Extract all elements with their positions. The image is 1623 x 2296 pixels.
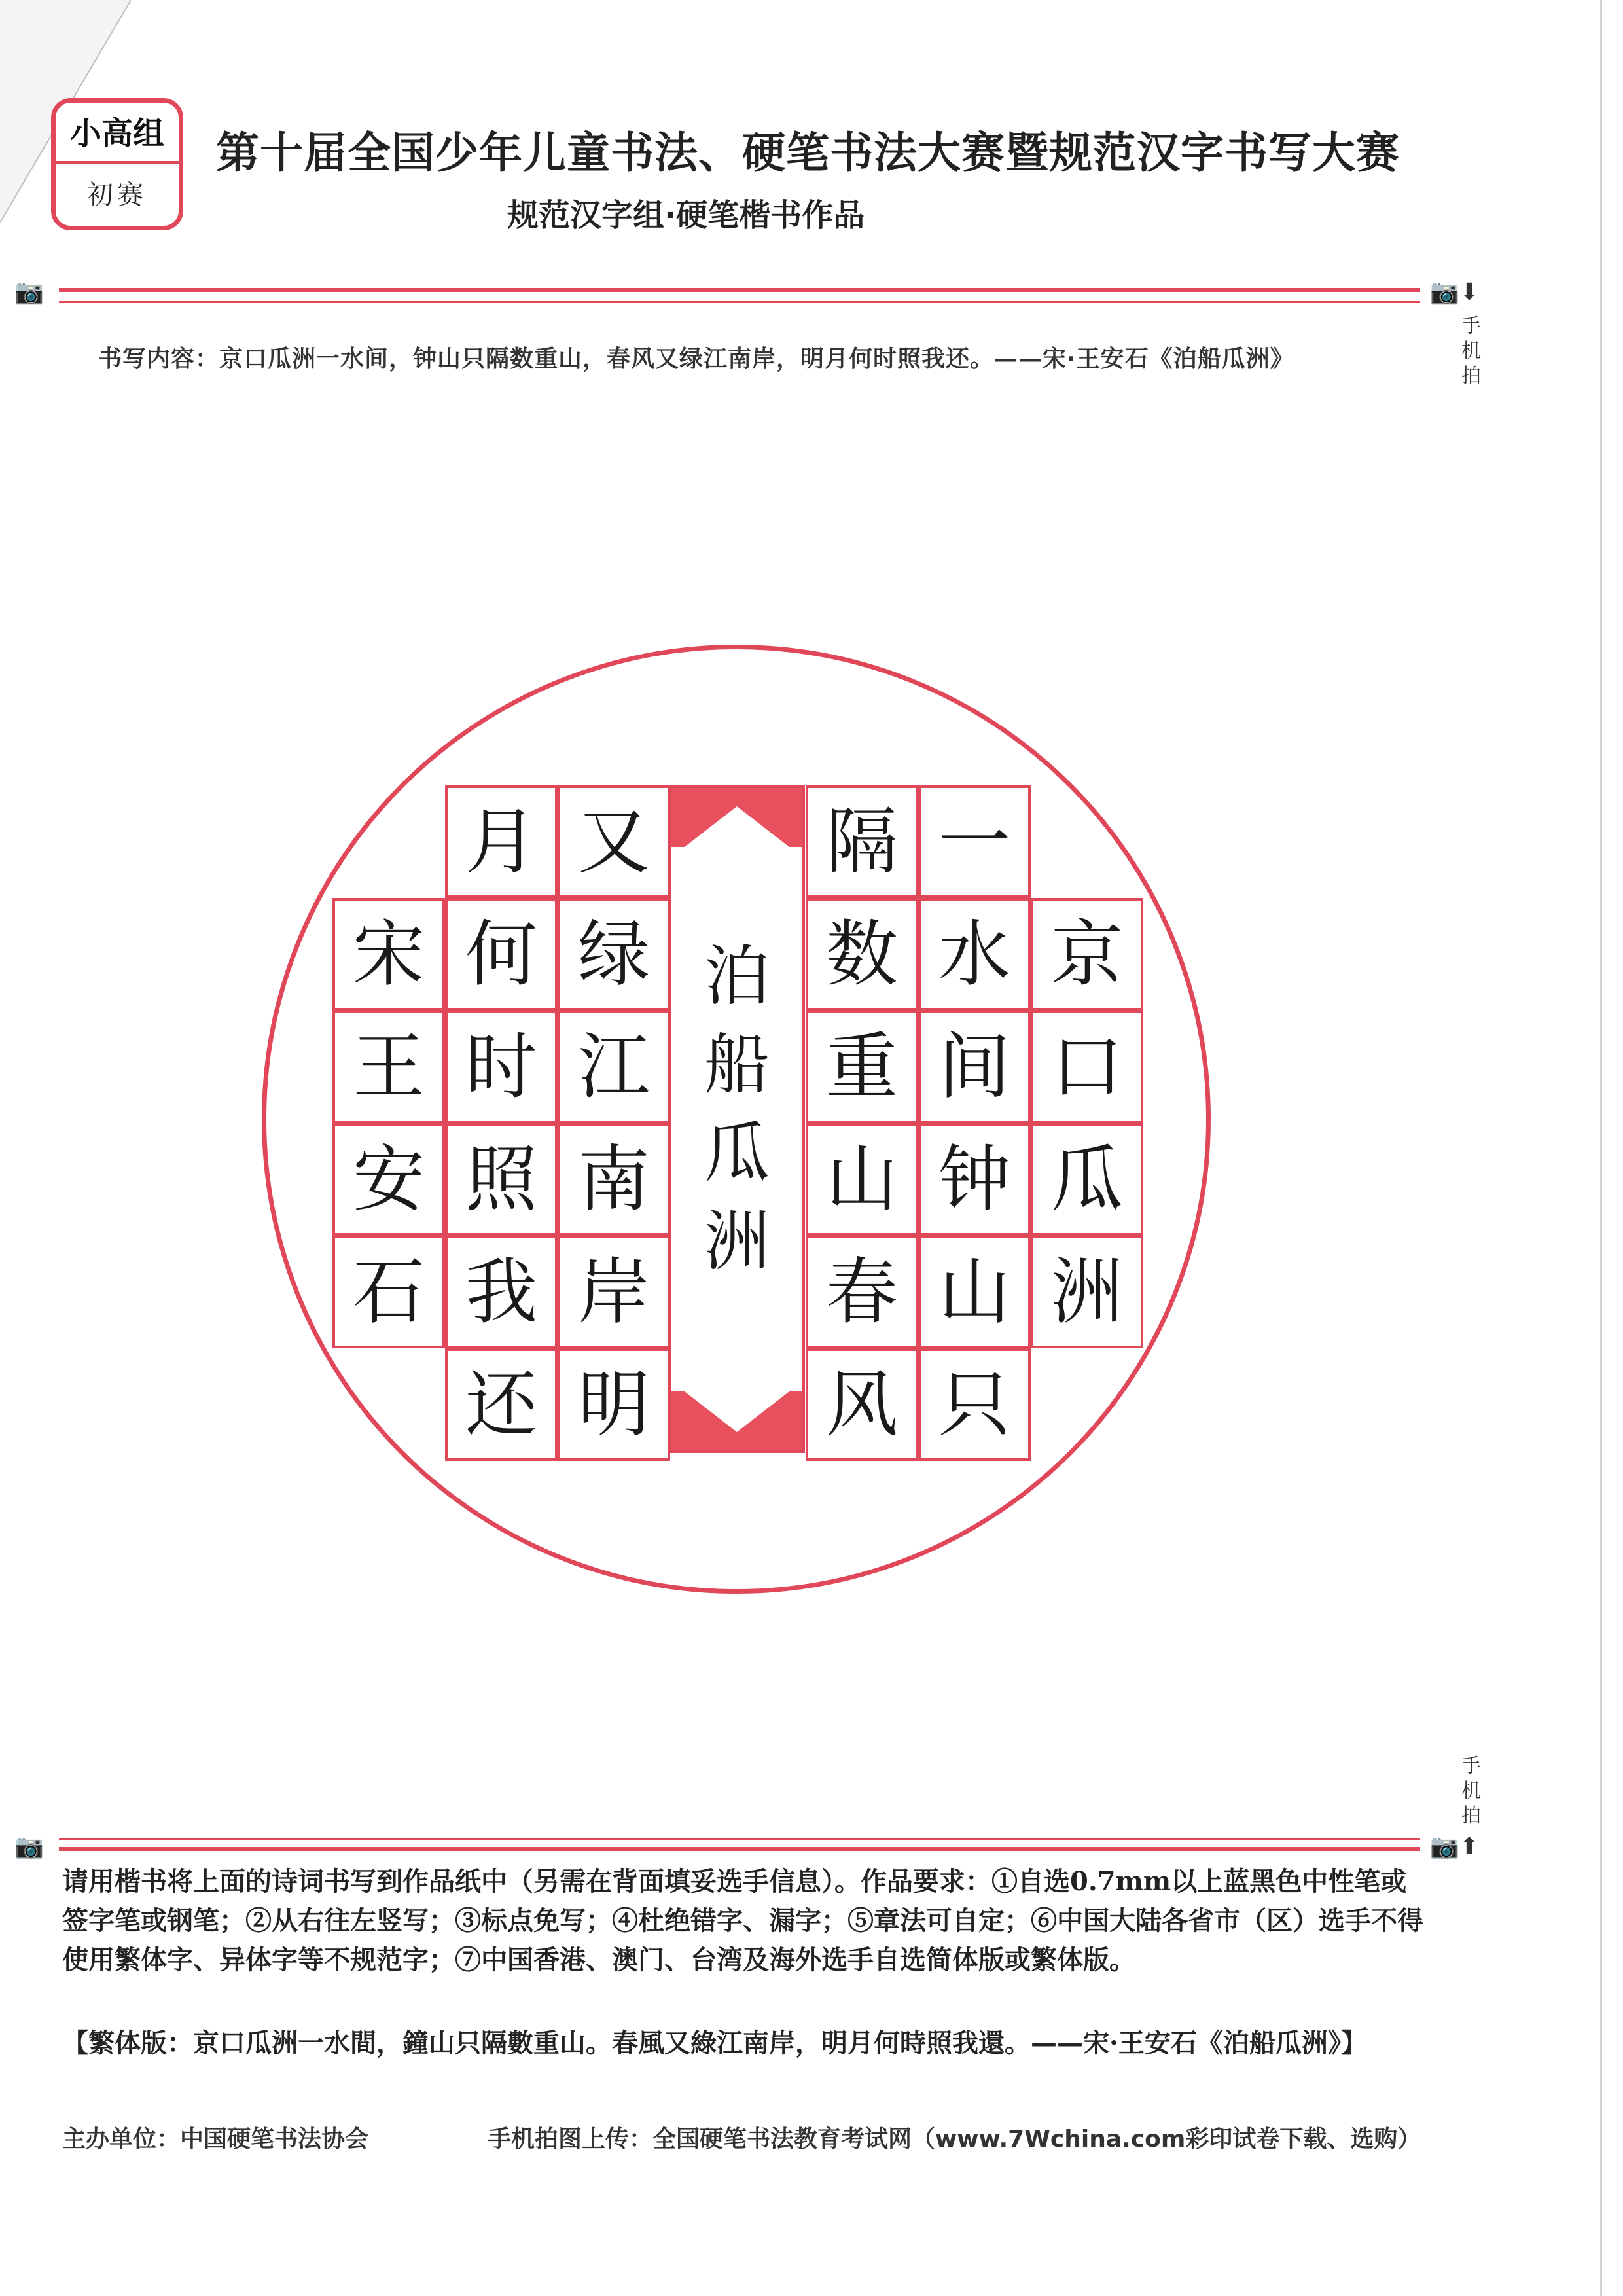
top-divider-thin [59, 301, 1420, 303]
organizer-text: 主办单位：中国硬笔书法协会 [62, 2126, 369, 2153]
camera-icon: 📷 [14, 1833, 44, 1860]
grid-cell: 风 [806, 1348, 918, 1461]
grid-cell: 数 [806, 898, 918, 1011]
badge-group-label: 小高组 [56, 103, 179, 164]
grid-cell: 岸 [558, 1236, 670, 1348]
badge-stage-label: 初赛 [87, 180, 147, 210]
grid-cell: 何 [445, 898, 558, 1011]
bottom-divider-thin [59, 1838, 1420, 1840]
traditional-version: 【繁体版：京口瓜洲一水間，鐘山只隔數重山。春風又綠江南岸，明月何時照我還。——宋·王安石《泊船瓜洲》】 [62, 2028, 1367, 2058]
title-char: 洲 [704, 1203, 770, 1280]
grid-cell: 还 [445, 1348, 558, 1461]
grid-cell: 南 [558, 1123, 670, 1236]
grid-cell: 春 [806, 1236, 918, 1348]
grid-cell: 钟 [918, 1123, 1031, 1236]
camera-icon: 📷⬆ [1430, 1833, 1479, 1860]
top-divider [59, 288, 1420, 292]
page-title: 第十届全国少年儿童书法、硬笔书法大赛暨规范汉字书写大赛 [216, 127, 1400, 178]
grid-cell: 瓜 [1031, 1123, 1143, 1236]
group-badge [51, 98, 183, 230]
camera-icon: 📷 [14, 279, 44, 306]
grid-cell: 京 [1031, 898, 1143, 1011]
strip-bottom-chevron [685, 1391, 789, 1437]
phone-photo-label: 手机拍 [1461, 315, 1481, 387]
grid-cell: 照 [445, 1123, 558, 1236]
grid-cell: 间 [918, 1011, 1031, 1123]
grid-cell: 洲 [1031, 1236, 1143, 1348]
grid-cell: 又 [558, 785, 670, 898]
grid-cell: 我 [445, 1236, 558, 1348]
grid-cell: 隔 [806, 785, 918, 898]
camera-icon: 📷⬇ [1430, 279, 1479, 306]
grid-cell: 水 [918, 898, 1031, 1011]
strip-bottom-band [671, 1391, 802, 1450]
title-char: 船 [704, 1026, 770, 1103]
bottom-divider [59, 1847, 1420, 1851]
grid-cell: 王 [332, 1011, 445, 1123]
grid-cell: 重 [806, 1011, 918, 1123]
page-edge [1600, 0, 1602, 2296]
poem-title-strip [669, 785, 805, 1453]
grid-cell: 一 [918, 785, 1031, 898]
title-char: 泊 [704, 938, 770, 1014]
grid-cell: 时 [445, 1011, 558, 1123]
grid-cell: 口 [1031, 1011, 1143, 1123]
grid-cell: 安 [332, 1123, 445, 1236]
grid-cell: 月 [445, 785, 558, 898]
grid-cell: 只 [918, 1348, 1031, 1461]
phone-photo-label: 手机拍 [1461, 1755, 1481, 1827]
grid-cell: 石 [332, 1236, 445, 1348]
grid-cell: 绿 [558, 898, 670, 1011]
page-subtitle: 规范汉字组·硬笔楷书作品 [507, 197, 865, 234]
strip-top-band [671, 788, 802, 847]
writing-content: 书写内容：京口瓜洲一水间，钟山只隔数重山，春风又绿江南岸，明月何时照我还。——宋·王安石《泊船瓜洲》 [98, 346, 1294, 372]
grid-cell: 山 [806, 1123, 918, 1236]
upload-text: 手机拍图上传：全国硬笔书法教育考试网（www.7Wchina.com彩印试卷下载、选购） [488, 2126, 1421, 2153]
grid-cell: 明 [558, 1348, 670, 1461]
instructions-text: 请用楷书将上面的诗词书写到作品纸中（另需在背面填妥选手信息）。作品要求：①自选0.7mm以上蓝黑色中性笔或签字笔或钢笔；②从右往左竖写；③标点免写；④杜绝错字、漏字；⑤章法可自定；⑥中国大陆各省市（区）选手不得使用繁体字、异体字等不规范字；⑦中国香港、澳门、台湾及海外选手自选简体版或繁体版。 [62, 1866, 1423, 1975]
title-char: 瓜 [704, 1115, 770, 1191]
poem-title-vertical [671, 932, 802, 1285]
grid-cell: 宋 [332, 898, 445, 1011]
strip-top-chevron [685, 801, 789, 847]
grid-cell: 山 [918, 1236, 1031, 1348]
grid-cell: 江 [558, 1011, 670, 1123]
